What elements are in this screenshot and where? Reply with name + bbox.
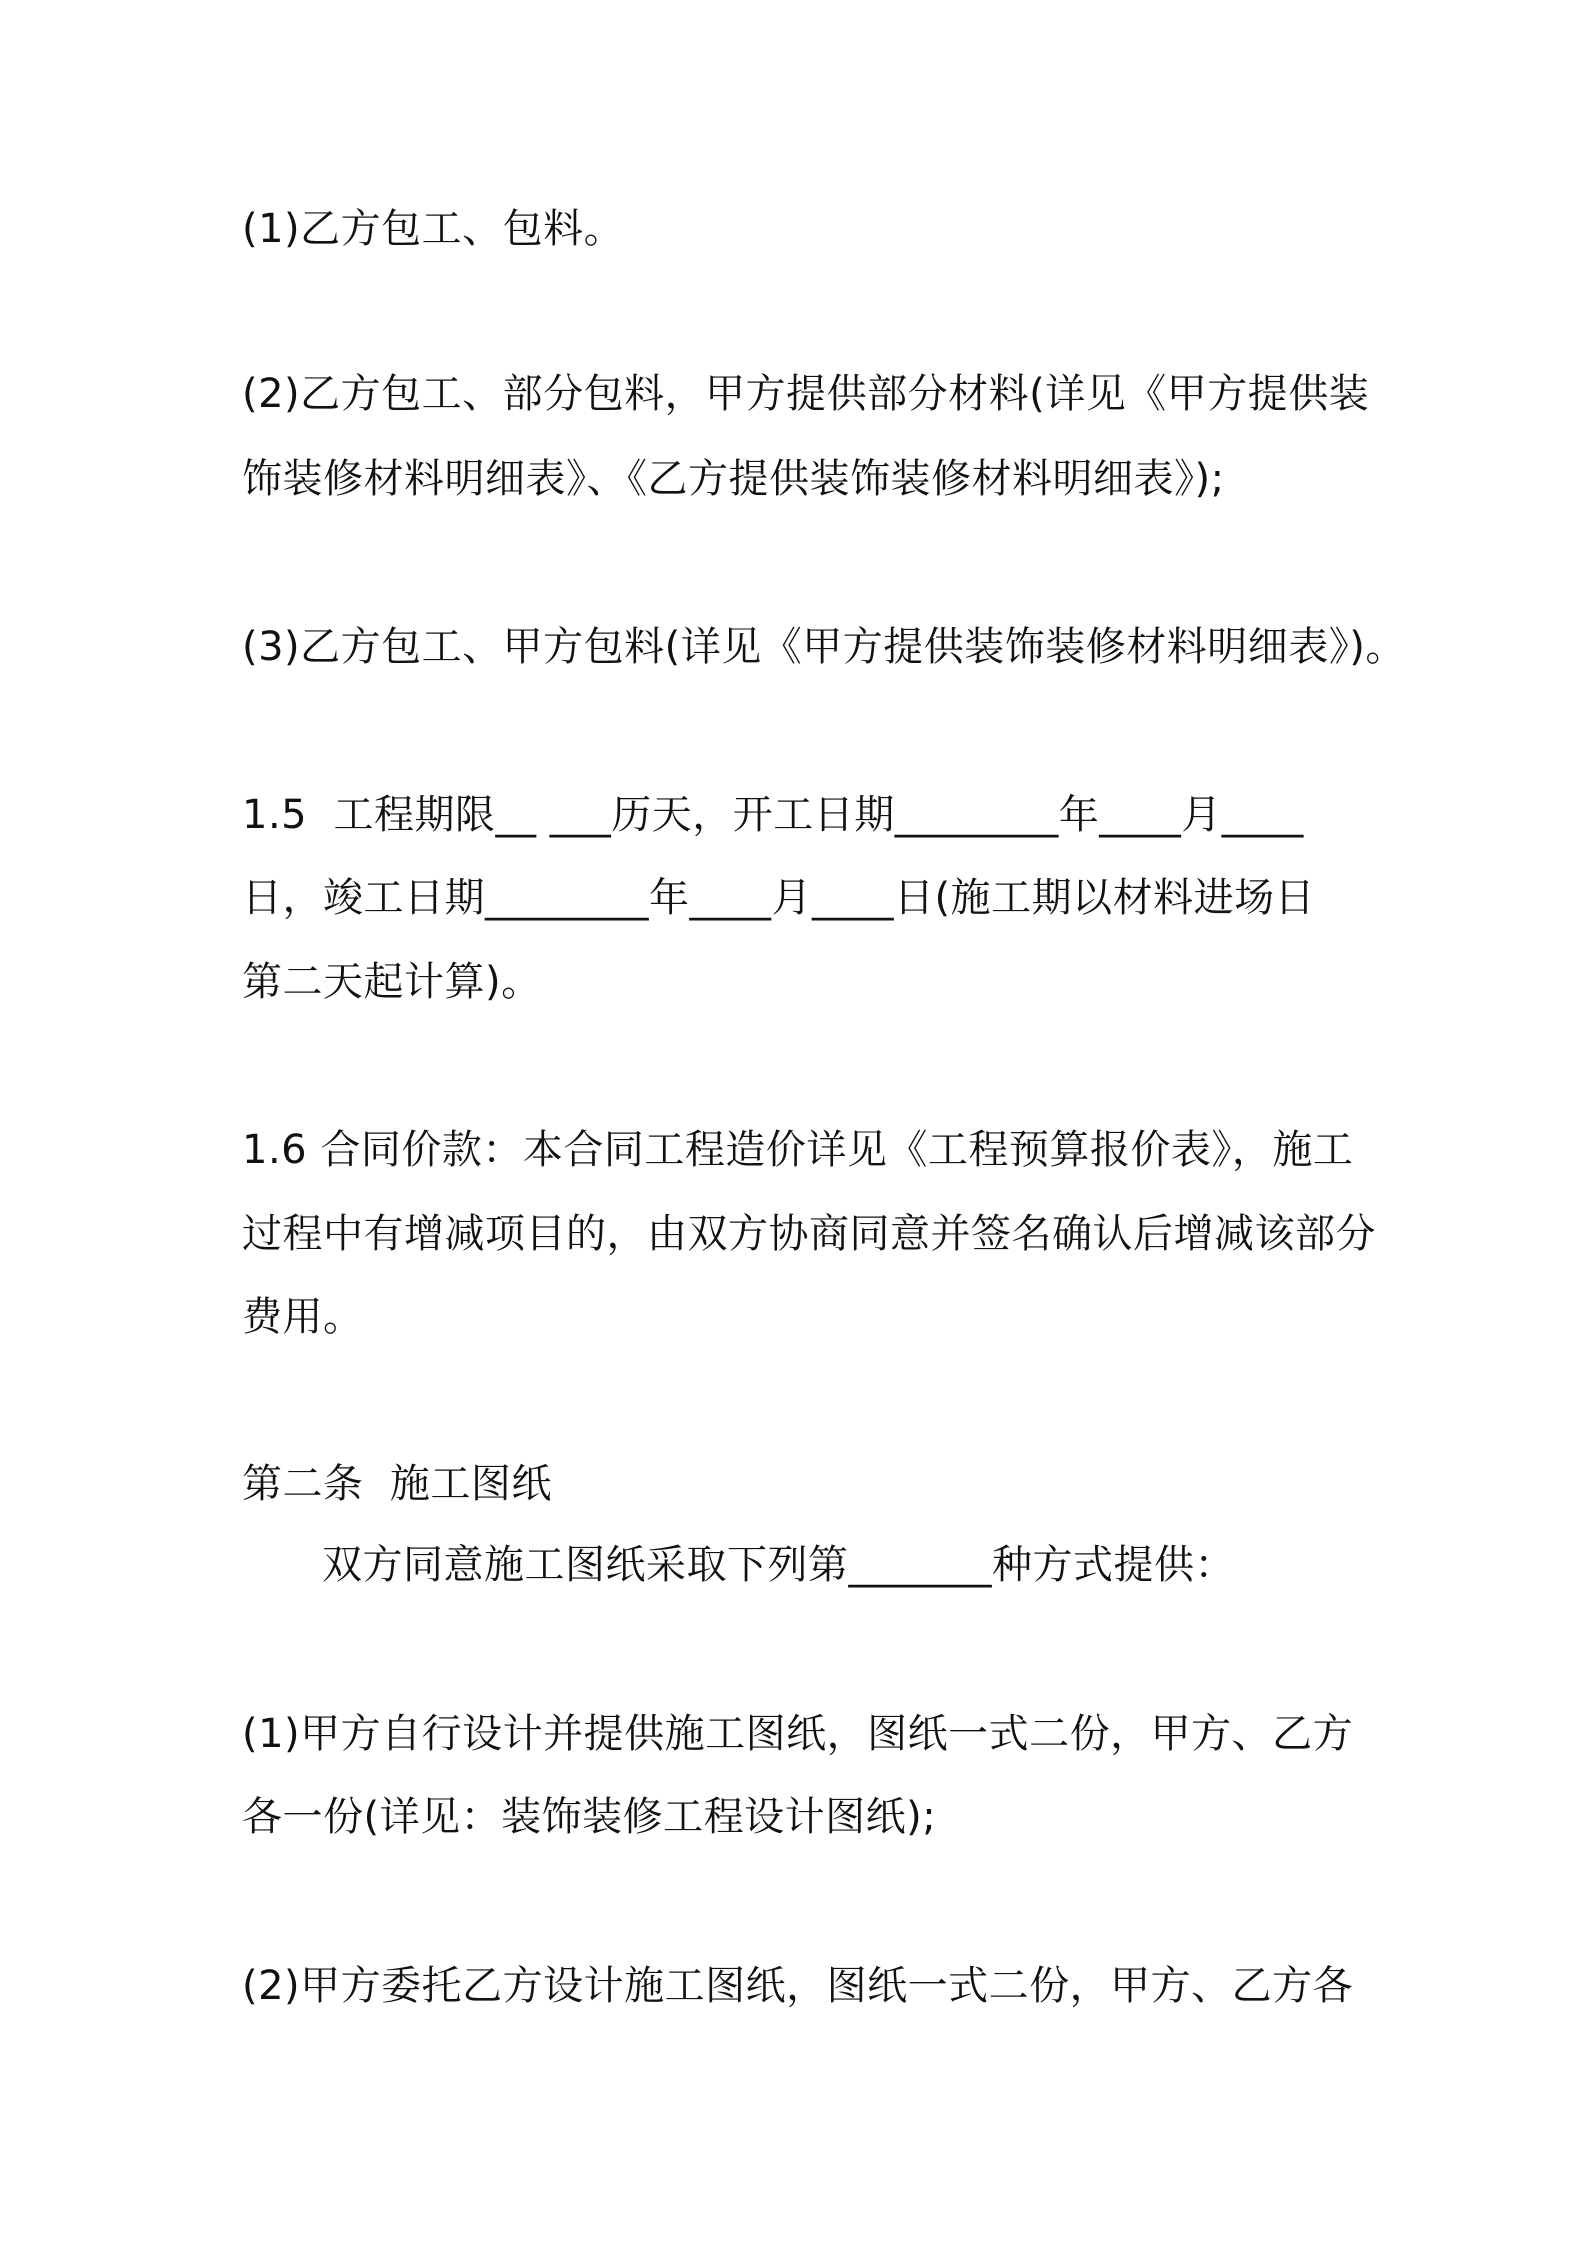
paragraph-item-1: (1)乙方包工、包料。	[242, 206, 625, 252]
paragraph-item-2-line-2: 饰装修材料明细表》、《乙方提供装饰装修材料明细表》);	[242, 456, 1225, 502]
clause-1-5-line-2: 日，竣工日期________年____月____日(施工期以材料进场日	[242, 875, 1316, 921]
clause-1-6-line-1: 1.6 合同价款：本合同工程造价详见《工程预算报价表》，施工	[242, 1127, 1354, 1173]
clause-1-6-line-3: 费用。	[242, 1294, 364, 1340]
drawing-option-1-line-2: 各一份(详见：装饰装修工程设计图纸);	[242, 1794, 937, 1840]
clause-1-5-line-3: 第二天起计算)。	[242, 959, 542, 1005]
drawing-option-2-line-1: (2)甲方委托乙方设计施工图纸，图纸一式二份，甲方、乙方各	[242, 1963, 1354, 2009]
paragraph-item-2-line-1: (2)乙方包工、部分包料，甲方提供部分材料(详见《甲方提供装	[242, 371, 1370, 417]
paragraph-item-3: (3)乙方包工、甲方包料(详见《甲方提供装饰装修材料明细表》)。	[242, 624, 1406, 670]
article-2-heading: 第二条 施工图纸	[242, 1461, 552, 1507]
drawing-option-1-line-1: (1)甲方自行设计并提供施工图纸，图纸一式二份，甲方、乙方	[242, 1711, 1354, 1757]
clause-1-6-line-2: 过程中有增减项目的，由双方协商同意并签名确认后增减该部分	[242, 1211, 1376, 1257]
clause-1-5-line-1: 1.5 工程期限__ ___历天，开工日期________年____月____	[242, 792, 1304, 838]
article-2-intro: 双方同意施工图纸采取下列第_______种方式提供：	[322, 1542, 1235, 1588]
